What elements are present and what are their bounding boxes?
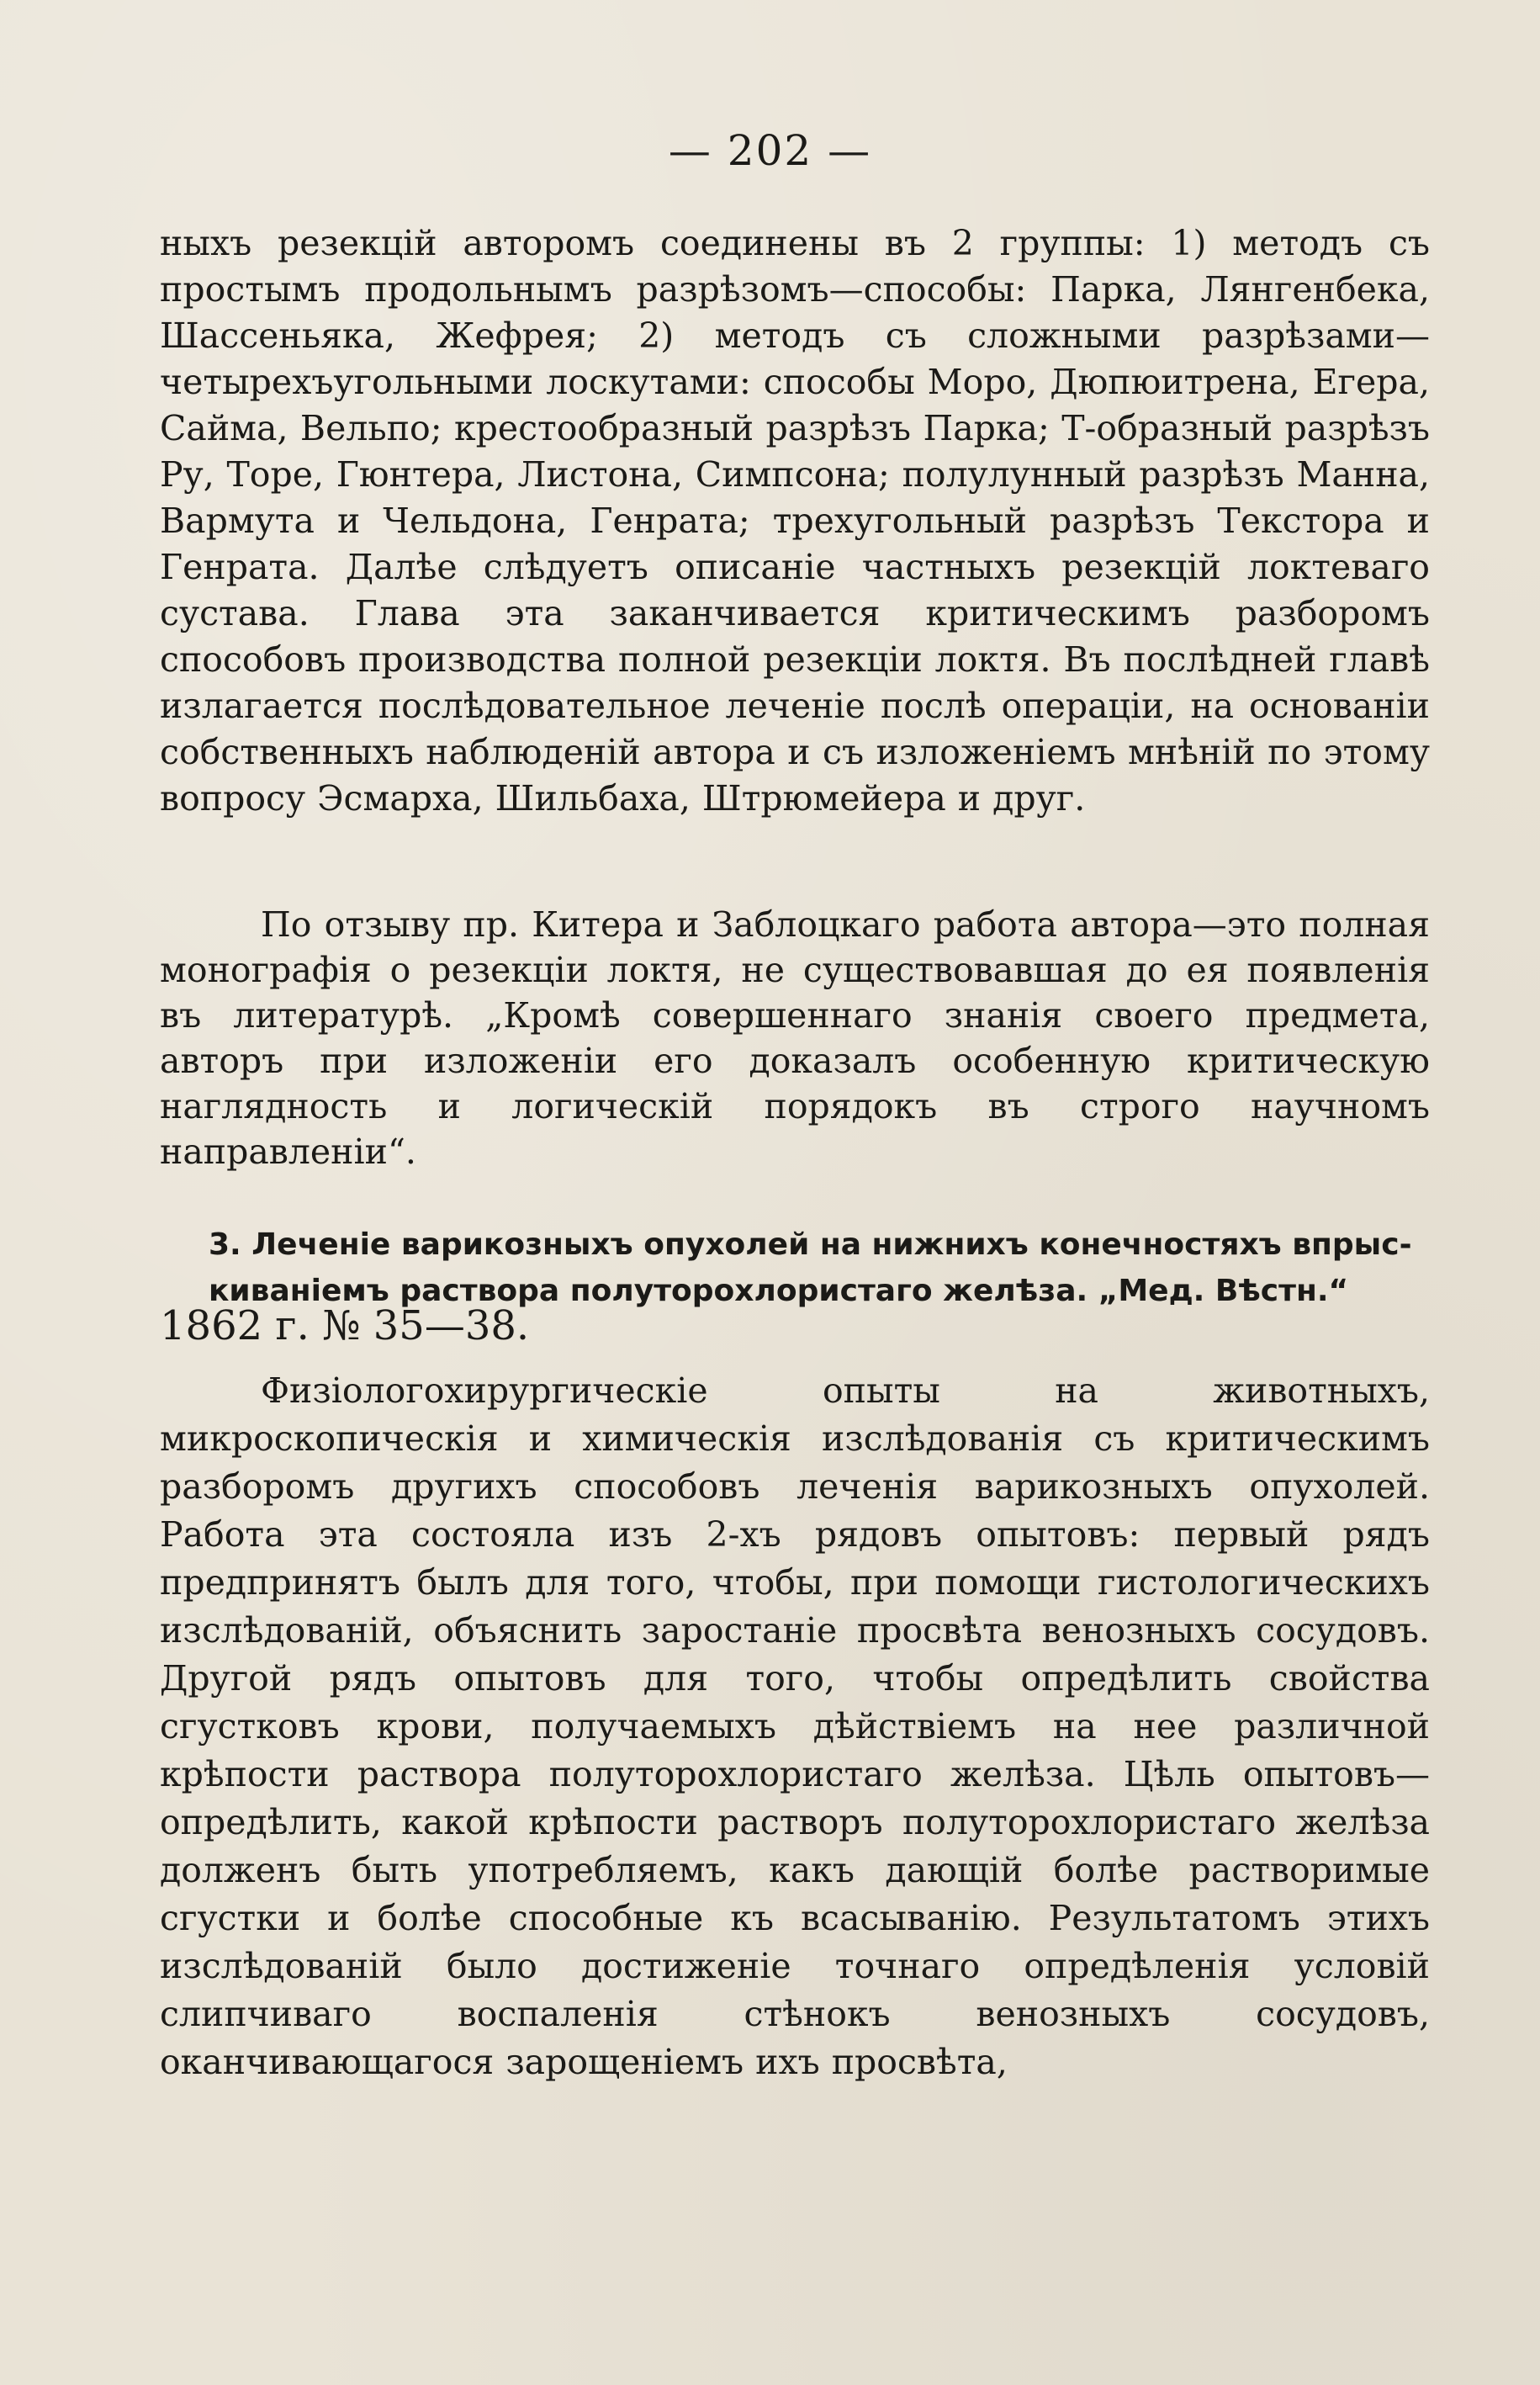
- entry-heading-line-1: 3. Леченіе варикозныхъ опухолей на нижнихъ конечностяхъ впрыс-: [209, 1227, 1412, 1262]
- paragraph-entry-description: Физіологохирургическіе опыты на животныхъ, микроскопическія и химическія изслѣдованія съ критическимъ разборомъ другихъ способовъ леченія варикозныхъ опухолей. Работа эта состояла изъ 2-хъ рядовъ опытовъ: первый рядъ предпринятъ былъ для того, чтобы, при помощи гистологическихъ изслѣдованій, объяснить заростаніе просвѣта венозныхъ сосудовъ. Другой рядъ опытовъ для того, чтобы опредѣлить свойства сгустковъ крови, получаемыхъ дѣйствіемъ на нее различной крѣпости раствора полуторохлористаго желѣза. Цѣль опытовъ—опредѣлить, какой крѣпости растворъ полуторохлористаго желѣза долженъ быть употребляемъ, какъ дающій болѣе растворимые сгустки и болѣе способные къ всасыванію. Результатомъ этихъ изслѣдованій было достиженіе точнаго опредѣленія условій слипчиваго воспаленія стѣнокъ венозныхъ сосудовъ, оканчивающагося зарощеніемъ ихъ просвѣта,: [160, 1370, 1430, 2082]
- bibliography-entry-citation: 1862 г. № 35—38.: [160, 1302, 530, 1349]
- page-number: — 202 —: [668, 126, 872, 175]
- entry-heading-line-2: киваніемъ раствора полуторохлористаго желѣза. „Мед. Вѣстн.“: [209, 1274, 1349, 1308]
- paragraph-continuation: ныхъ резекцій авторомъ соединены въ 2 группы: 1) методъ съ простымъ продольнымъ разрѣзомъ—способы: Парка, Лянгенбека, Шассеньяка, Жефрея; 2) методъ съ сложными разрѣзами—четырехъугольными лоскутами: способы Моро, Дюпюитрена, Егера, Сайма, Вельпо; крестообразный разрѣзъ Парка; Т-образный разрѣзъ Ру, Торе, Гюнтера, Листона, Симпсона; полулунный разрѣзъ Манна, Вармута и Чельдона, Генрата; трехугольный разрѣзъ Текстора и Генрата. Далѣе слѣдуетъ описаніе частныхъ резекцій локтеваго сустава. Глава эта заканчивается критическимъ разборомъ способовъ производства полной резекціи локтя. Въ послѣдней главѣ излагается послѣдовательное леченіе послѣ операціи, на основаніи собственныхъ наблюденій автора и съ изложеніемъ мнѣній по этому вопросу Эсмарха, Шильбаха, Штрюмейера и друг.: [160, 223, 1430, 819]
- paragraph-review: По отзыву пр. Китера и Заблоцкаго работа автора—это полная монографія о резекціи локтя, не существовавшая до ея появленія въ литературѣ. „Кромѣ совершеннаго знанія своего предмета, авторъ при изложеніи его доказалъ особенную критическую наглядность и логическій порядокъ въ строго научномъ направленіи“.: [160, 904, 1430, 1172]
